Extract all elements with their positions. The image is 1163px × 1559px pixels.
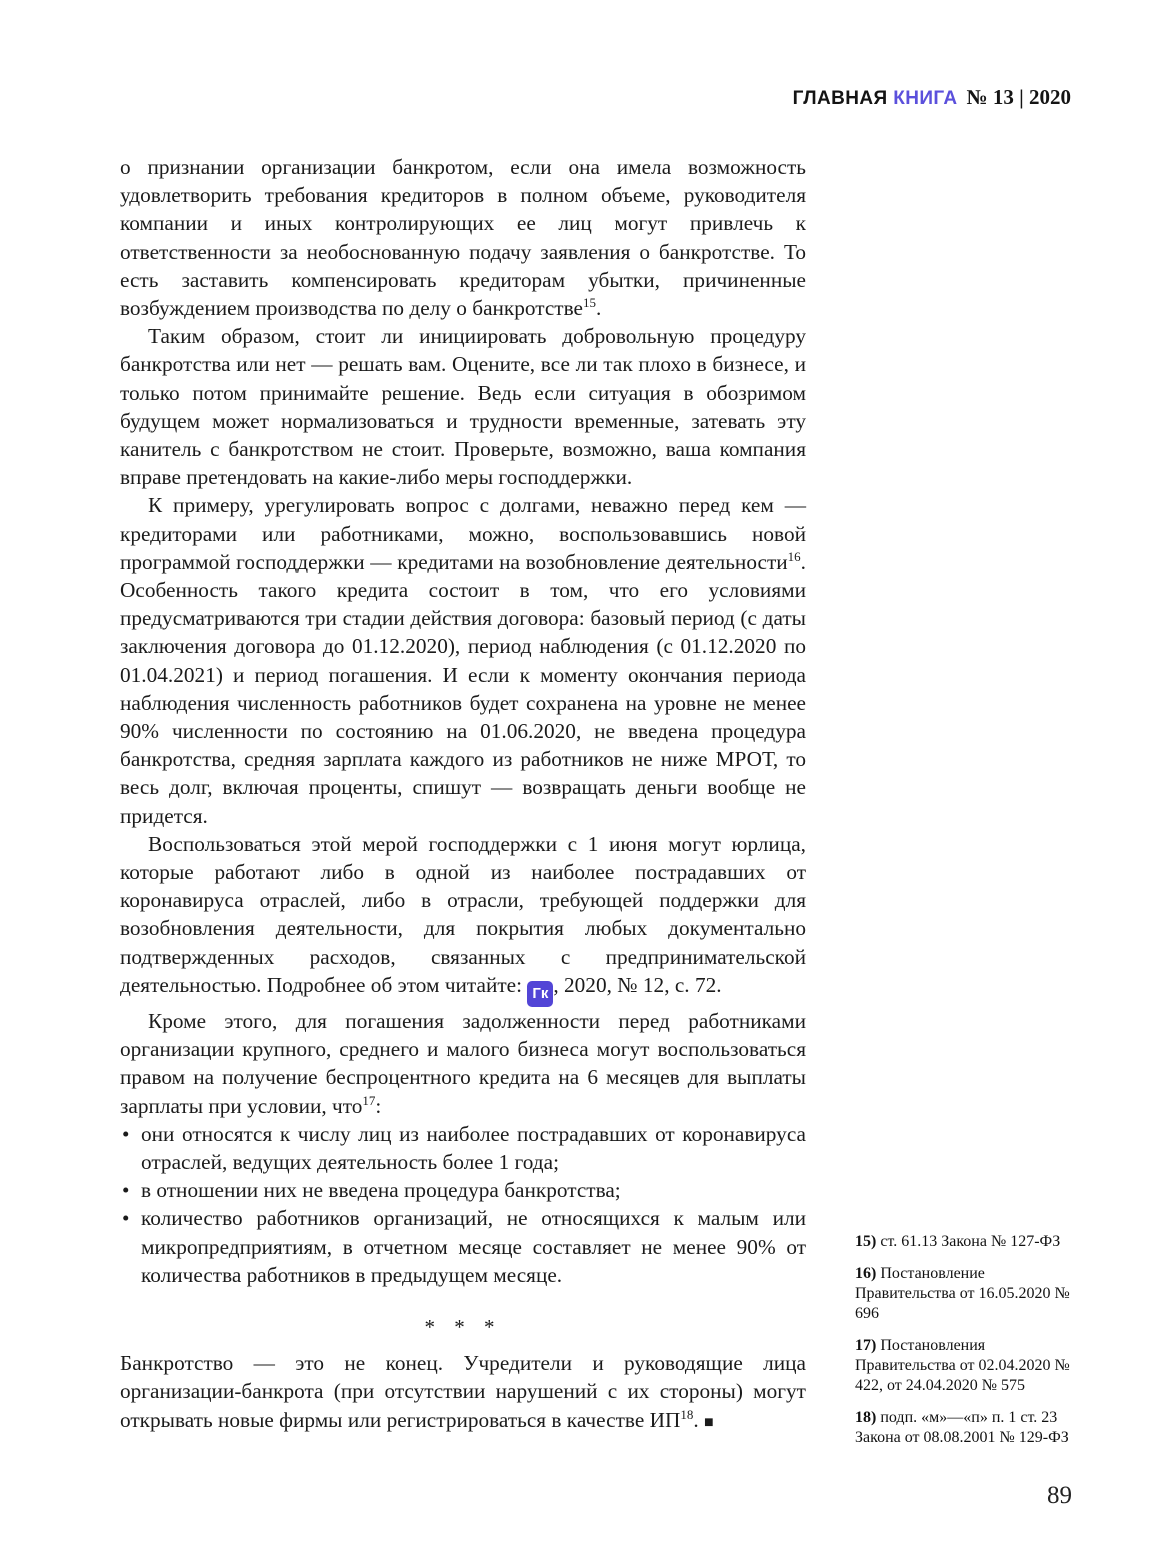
footnote-text: Постановления Правительства от 02.04.2020 № 422, от 24.04.2020 № 575 — [855, 1337, 1070, 1394]
paragraph: Банкротство — это не конец. Учредители и руководящие лица организации-банкрота (при отсутствии нарушений с их стороны) могут открывать новые фирмы или регистрироваться в качестве ИП$^{18}$. ■ — [120, 1351, 806, 1432]
footnote-ref: 16 — [787, 548, 801, 564]
footnote — [855, 1408, 1087, 1448]
paragraph: К примеру, урегулировать вопрос с долгами, неважно перед кем — кредиторами или работниками, можно, воспользовавшись новой программой господдержки — кредитами на возобновление деятельности$^{16}$. Особенность такого кредита состоит в том, что его условиями предусматриваются три стадии действия договора: базовый период (с даты заключения договора до 01.12.2020), период наблюдения (с 01.12.2020 по 01.04.2021) и период погашения. И если к моменту окончания периода наблюдения численность работников будет сохранена на уровне не менее 90% численности по состоянию на 01.06.2020, не введена процедура банкротства, средняя зарплата каждого из работников не ниже МРОТ, то весь долг, включая проценты, спишут — возвращать деньги вообще не придется. — [120, 493, 806, 828]
magazine-brand: КНИГА — [893, 88, 958, 109]
bullet-list — [120, 1120, 806, 1289]
footnote-number: 15) — [855, 1233, 881, 1250]
footnote — [855, 1264, 1087, 1324]
footnote-ref: 15 — [583, 294, 596, 310]
footnote — [855, 1232, 1087, 1252]
footnote-number: 17) — [855, 1337, 881, 1354]
paragraph: Кроме этого, для погашения задолженности перед работниками организации крупного, среднего и малого бизнеса могут воспользоваться правом на получение беспроцентного кредита на 6 месяцев для выплаты зарплаты при условии, что$^{17}$: — [120, 1008, 806, 1118]
paragraph: о признании организации банкротом, если она имела возможность удовлетворить требования кредиторов в полном объеме, руководителя компании и иных контролирующих ее лиц могут привлечь к ответственности за необоснованную подачу заявления о банкротстве. То есть заставить компенсировать кредиторам убытки, причиненные возбуждением производства по делу о банкротстве$^{15}$. — [120, 155, 806, 321]
paragraph: Таким образом, стоит ли инициировать добровольную процедуру банкротства или нет — решать вам. Оцените, все ли так плохо в бизнесе, и только потом принимайте решение. Ведь если ситуация в обозримом будущем может нормализоваться и трудности временные, затевать эту канитель с банкротством не стоит. Проверьте, возможно, ваша компания вправе претендовать на какие-либо меры господдержки. — [120, 324, 806, 490]
footnote-text: ст. 61.13 Закона № 127-ФЗ — [880, 1233, 1061, 1250]
page-number: 89 — [1047, 1482, 1072, 1509]
footnotes-sidebar — [855, 1232, 1087, 1460]
footnote-number: 18) — [855, 1409, 881, 1426]
section-separator: * * * — [424, 1314, 502, 1339]
footnote-text: Постановление Правительства от 16.05.2020 № 696 — [855, 1265, 1070, 1322]
footnote — [855, 1336, 1087, 1396]
footnote-ref: 18 — [680, 1406, 694, 1422]
paragraph: Воспользоваться этой мерой господдержки с 1 июня могут юрлица, которые работают либо в одной из наиболее пострадавших от коронавируса отраслей, либо в отрасли, требующей поддержки для возобновления деятельности, для покрытия любых документально подтвержденных расходов, связанных с предпринимательской деятельностью. Подробнее об этом читайте: Гк , 2020, № 12, с. 72. — [120, 830, 806, 1007]
issue-number: № 13 | 2020 — [966, 85, 1071, 109]
bullet-item: • в отношении них не введена процедура банкротства; — [120, 1176, 806, 1204]
footnote-number: 16) — [855, 1265, 881, 1282]
page-header — [793, 85, 1071, 110]
magazine-title — [793, 88, 958, 110]
article-body — [120, 153, 806, 1437]
end-of-article-marker: ■ — [704, 1413, 714, 1431]
gk-logo-icon: Гк — [527, 981, 553, 1007]
footnote-ref: 17 — [362, 1092, 376, 1108]
bullet-item: • количество работников организаций, не относящихся к малым или микропредприятиям, в отчетном месяце составляет не менее 90% от количества работников в предыдущем месяце. — [120, 1204, 806, 1289]
magazine-title-part1: ГЛАВНАЯ — [792, 88, 888, 109]
bullet-item: • они относятся к числу лиц из наиболее пострадавших от коронавируса отраслей, ведущих деятельность более 1 года; — [120, 1120, 806, 1176]
footnote-text: подп. «м»—«п» п. 1 ст. 23 Закона от 08.08.2001 № 129-ФЗ — [855, 1409, 1069, 1446]
